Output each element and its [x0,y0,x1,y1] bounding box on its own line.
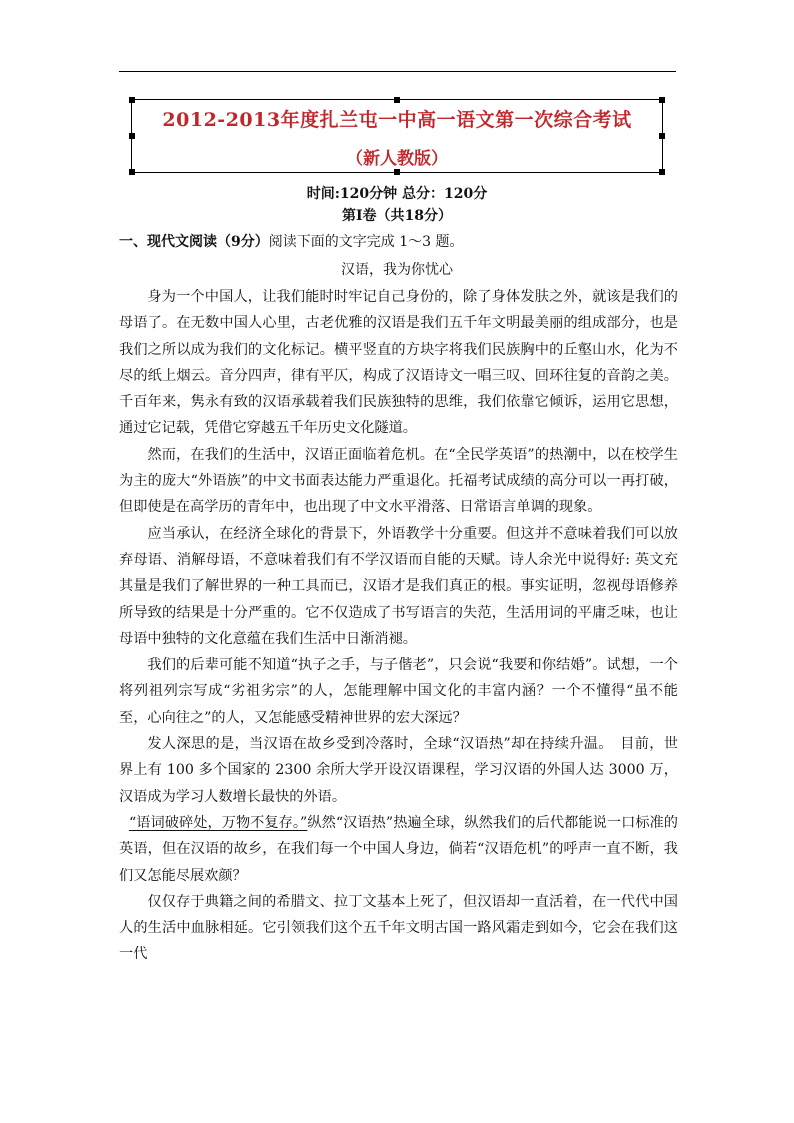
paragraph-text: 纵然“汉语热”热遍全球，纵然我们的后代都能说一口标准的英语，但在汉语的故乡，在我们每一个中国人身边，倘若“汉语危机”的呼声一直不断，我们又怎能尽展欢颜？ [119,814,678,884]
handle [659,133,665,139]
paragraph: 我们的后辈可能不知道“执子之手，与子偕老”，只会说“我要和你结婚”。试想，一个将列祖列宗写成“劣祖劣宗”的人，怎能理解中国文化的丰富内涵？一个不懂得“虽不能至，心向往之”的人，又怎能感受精神世界的宏大深远？ [119,657,678,726]
section-heading [119,231,463,251]
top-rule [119,71,676,72]
handle [129,133,135,139]
handle [129,169,135,175]
section-instruction: 阅读下面的文字完成 1～3 题。 [268,234,464,250]
exam-title: 2012-2013年度扎兰屯一中高一语文第一次综合考试 [162,109,632,131]
paragraph: 然而，在我们的生活中，汉语正面临着危机。在“全民学英语”的热潮中，以在校学生为主的庞大“外语族”的中文书面表达能力严重退化。托福考试成绩的高分可以一再打破，但即使是在高学历的青年中，也出现了中文水平滑落、日常语言单调的现象。 [119,446,678,516]
paragraph: 应当承认，在经济全球化的背景下，外语教学十分重要。但这并不意味着我们可以放弃母语、消解母语，不意味着我们有不学汉语而自能的天赋。诗人余光中说得好: 英文充其量是我们了解世界的一种工具而已，汉语才是我们真正的根。事实证明，忽视母语修养所导致的结果是十分严重的。它不仅造成了书写语言的失范，生活用词的平庸乏味，也让母语中独特的文化意蕴在我们生活中日渐消褪。 [119,525,678,647]
handle [394,169,400,175]
section-title: 一、现代文阅读（9分） [119,234,269,250]
volume-label: 第Ⅰ卷（共18分） [341,208,453,224]
article-title: 汉语，我为你忧心 [341,262,453,278]
paragraph: 仅仅存于典籍之间的希腊文、拉丁文基本上死了，但汉语却一直活着，在一代代中国人的生活中血脉相延。它引领我们这个五千年文明古国一路风霜走到如今，它会在我们这一代 [119,893,678,963]
time-score: 时间:120分钟 总分：120分 [306,186,488,202]
paragraph: 身为一个中国人，让我们能时时牢记自己身份的，除了身体发肤之外，就该是我们的母语了。在无数中国人心里，古老优雅的汉语是我们五千年文明最美丽的组成部分，也是我们之所以成为我们的文化标记。横平竖直的方块字将我们民族胸中的丘壑山水，化为不尽的纸上烟云。音分四声，律有平仄，构成了汉语诗文一唱三叹、回环往复的音韵之美。千百年来，隽永有致的汉语承载着我们民族独特的思维，我们依靠它倾诉，运用它思想，通过它记载，凭借它穿越五千年历史文化隧道。 [119,289,678,437]
handle [394,97,400,103]
handle [659,97,665,103]
paragraph: 发人深思的是，当汉语在故乡受到冷落时，全球“汉语热”却在持续升温。 目前，世界上有 100 多个国家的 2300 余所大学开设汉语课程，学习汉语的外国人达 3000 万，汉语成为学习人数增长最快的外语。 [119,736,678,805]
paragraph [119,810,678,889]
underlined-quote: “语词破碎处，万物不复存。” [128,814,308,831]
handle [129,97,135,103]
exam-subtitle: （新人教版） [346,149,448,169]
handle [659,169,665,175]
article-body [119,284,678,968]
title-banner [131,99,663,173]
